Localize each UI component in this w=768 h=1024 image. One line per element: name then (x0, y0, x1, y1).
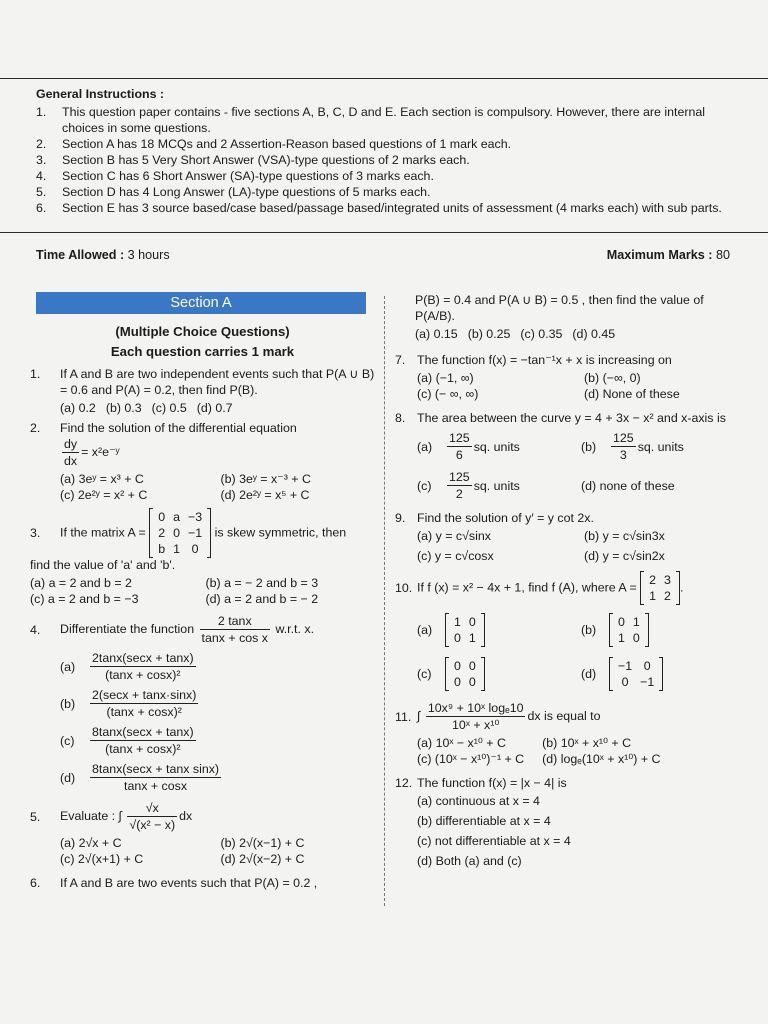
question-3: 3. If the matrix A = 0 a −3 2 0 −1 b 1 0 is skew symmetric, then (30, 510, 347, 556)
option: (b) $\frac{125}{3}$ sq. units (581, 431, 684, 462)
option-d-matrix: −1 0 0 −1 (609, 658, 663, 690)
option: (a) $\frac{2\tan x(\sec x + \tan x)}{\text{(tanx + cosx)²}}$ (60, 651, 194, 682)
question-4: 4. Differentiate the function $\frac{2 \tan x}{\text{tanx + cos x}}$ w.r.t. x. (30, 614, 315, 645)
question-2: 2. Find the solution of the differential equation $\frac{dy}{dx}$ = x²e⁻ʸ (30, 421, 297, 468)
question-12-options: (a) continuous at x = 4 (b) differentiable at x = 4 (c) not differentiable at x = 4 (d) Both (a) and (c) (417, 794, 571, 868)
instruction-item: 2. Section A has 18 MCQs and 2 Assertion-Reason based questions of 1 mark each. (36, 137, 512, 151)
general-instructions-title: General Instructions : (36, 87, 165, 101)
instruction-item: 1. This question paper contains - five sections A, B, C, D and E. Each section is compulsory. However, there are internal choices in some questions. (36, 105, 706, 135)
question-11: 11. ∫ $\frac{\text{10x⁹ + 10ˣ logₑ10}}{\text{10ˣ + x¹⁰}}$ dx is equal to (395, 701, 601, 732)
question-9: 9. Find the solution of y′ = y cot 2x. (395, 511, 594, 525)
top-rule (0, 78, 768, 79)
function-fraction: $\frac{2 \tan x}{\text{tanx + cos x}}$ (201, 614, 269, 645)
question-8-options (417, 426, 745, 502)
question-6-continued: P(B) = 0.4 and P(A ∪ B) = 0.5 , then find the value of P(A/B). (415, 293, 704, 323)
question-8: 8. The area between the curve y = 4 + 3x − x² and x-axis is (395, 411, 726, 425)
column-divider (384, 296, 385, 906)
instruction-item: 5. Section D has 4 Long Answer (LA)-type questions of 5 marks each. (36, 185, 431, 199)
option-b-matrix: 0 1 1 0 (609, 614, 649, 646)
question-10-options: (a) 1 0 0 1 (b) 0 1 1 0 (c) 0 0 0 0 (d) −1 0 0 −1 (417, 610, 745, 690)
option: (d) none of these (581, 478, 675, 493)
question-1: 1. If A and B are two independent events such that P(A ∪ B) = 0.6 and P(A) = 0.2, then find P(B). (30, 367, 375, 397)
matrix-a-q10: 2 3 1 2 (640, 572, 680, 604)
section-mark-note: Each question carries 1 mark (110, 344, 295, 359)
option: (a) $\frac{125}{6}$ sq. units (417, 431, 520, 462)
question-5-options: (a) 2√x + C (b) 2√(x−1) + C (c) 2√(x+1) + C (d) 2√(x−2) + C (60, 836, 305, 866)
maximum-marks: Maximum Marks : 80 (606, 248, 730, 262)
option-a-matrix: 1 0 0 1 (445, 614, 485, 646)
question-12: 12. The function f(x) = |x − 4| is (395, 776, 567, 790)
option: (d) $\frac{\text{8tanx(secx + tanx sinx)}}{\tan x + \cos x}$ (60, 762, 220, 793)
question-3-line2: find the value of 'a' and 'b'. (30, 558, 176, 572)
right-column (395, 292, 745, 871)
integrand-fraction-q11: $\frac{\text{10x⁹ + 10ˣ logₑ10}}{\text{10ˣ + x¹⁰}}$ (427, 701, 524, 732)
instruction-item: 3. Section B has 5 Very Short Answer (VSA)-type questions of 2 marks each. (36, 153, 470, 167)
option-c-matrix: 0 0 0 0 (445, 658, 485, 690)
section-a-header: Section A (36, 292, 366, 314)
integrand-fraction: $\frac{√x}{\text{√(x² − x)}}$ (129, 801, 176, 832)
instruction-item: 4. Section C has 6 Short Answer (SA)-type questions of 3 marks each. (36, 169, 434, 183)
question-7-options: (a) (−1, ∞) (b) (−∞, 0) (c) (− ∞, ∞) (d) None of these (417, 371, 680, 401)
matrix-a: 0 a −3 2 0 −1 b 1 0 (149, 509, 211, 557)
question-6-options: (a) 0.15 (b) 0.25 (c) 0.35 (d) 0.45 (415, 327, 616, 341)
option: (c) $\frac{125}{2}$ sq. units (417, 470, 520, 501)
question-1-options: (a) 0.2 (b) 0.3 (c) 0.5 (d) 0.7 (60, 401, 233, 415)
question-2-options: (a) 3eʸ = x³ + C (b) 3eʸ = x⁻³ + C (c) 2e²ʸ = x² + C (d) 2e²ʸ = x⁵ + C (60, 472, 311, 502)
time-allowed: Time Allowed : 3 hours (36, 248, 170, 262)
option: (b) $\frac{2(\sec x + \tan x\cdot\sin x)}{\text{(tanx + cosx)²}}$ (60, 688, 197, 719)
question-11-options: (a) 10ˣ − x¹⁰ + C (b) 10ˣ + x¹⁰ + C (c) (10ˣ − x¹⁰)⁻¹ + C (d) logₑ(10ˣ + x¹⁰) + C (417, 736, 661, 766)
question-10: 10. If f (x) = x² − 4x + 1, find f (A), where A = 2 3 1 2 . (395, 573, 684, 603)
general-instructions (36, 86, 736, 216)
question-9-options: (a) y = c√sinx (b) y = c√sin3x (c) y = c√cosx (d) y = c√sin2x (417, 529, 665, 563)
instruction-item: 6. Section E has 3 source based/case based/passage based/integrated units of assessment (4 marks each) with sub parts. (36, 201, 722, 215)
question-5: 5. Evaluate : ∫ $\frac{√x}{\text{√(x² − x)}}$ dx (30, 801, 193, 832)
section-subtitle: (Multiple Choice Questions) (115, 324, 290, 339)
instruction-list (36, 104, 736, 216)
question-4-options (30, 650, 375, 794)
dy-dx-fraction: $\frac{dy}{dx}$ (64, 437, 78, 468)
question-7: 7. The function f(x) = −tan⁻¹x + x is increasing on (395, 353, 672, 367)
question-3-options: (a) a = 2 and b = 2 (b) a = − 2 and b = 3 (c) a = 2 and b = −3 (d) a = 2 and b = − 2 (30, 576, 319, 606)
option: (c) $\frac{8\tan x(\sec x + \tan x)}{\text{(tanx + cosx)²}}$ (60, 725, 194, 756)
question-6: 6. If A and B are two events such that P(A) = 0.2 , (30, 876, 318, 890)
middle-rule (0, 232, 768, 233)
left-column (30, 292, 375, 891)
